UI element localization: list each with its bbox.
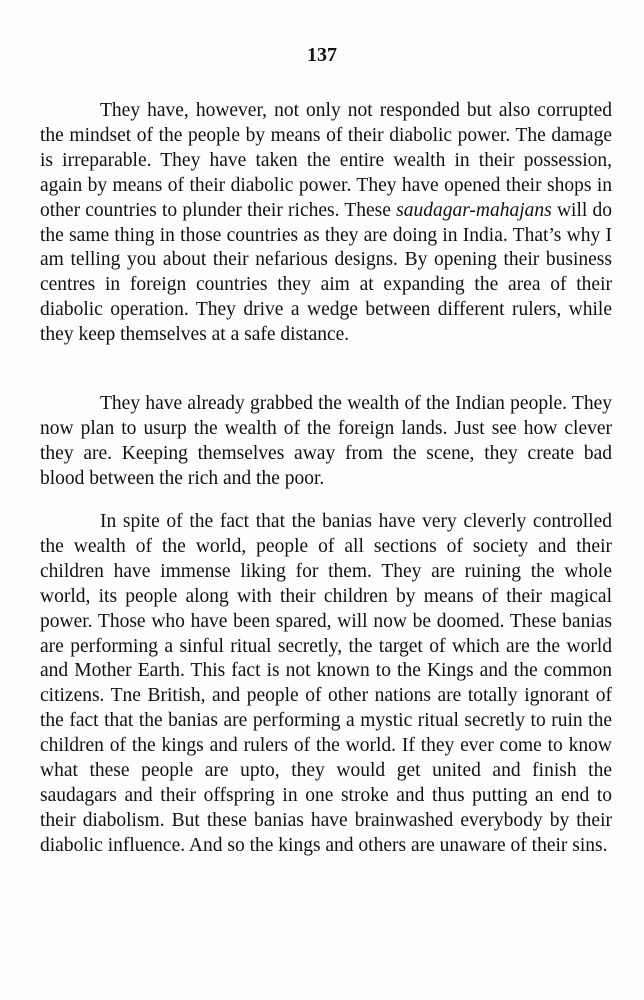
paragraph-1 [40,99,612,348]
page-number: 137 [307,44,337,66]
paragraph-3: In spite of the fact that the banias have very cleverly controlled the wealth of the world, people of all sections of society and their children have immense liking for them. They are ruining the whole world, its people along with their children by means of their magical power. Those who have been spared, will now be doomed. These banias are performing a sinful ritual secretly, the target of which are the world and Mother Earth. This fact is not known to the Kings and the common citizens. Tne British, and people of other nations are totally ignorant of the fact that the banias are performing a mystic ritual secretly to ruin the children of the kings and rulers of the world. If they ever come to know what these people are upto, they would get united and finish the saudagars and their offspring in one stroke and thus putting an end to their diabolism. But these banias have brainwashed everybody by their diabolic influence. And so the kings and others are unaware of their sins. [40,511,612,856]
paragraph-1-text-end: will do the same thing in those countries as they are doing in India. That’s why I am telling you about their nefarious designs. By opening their business centres in foreign countries they aim at expanding the area of their diabolic operation. They drive a wedge between different rulers, while they keep themselves at a safe distance. [40,199,613,346]
paragraph-2: They have already grabbed the wealth of the Indian people. They now plan to usurp the wealth of the foreign lands. Just see how clever they are. Keeping themselves away from the scene, they create bad blood between the rich and the poor. [40,393,612,489]
paragraph-1-italic-term: saudagar-mahajans [396,199,552,221]
paragraph-1-text-start: They have, however, not only not responded but also corrupted the mindset of the people by means of their diabolic power. The damage is irreparable. They have taken the entire wealth in their possession, again by means of their diabolic power. They have opened their shops in other countries to plunder their riches. These [40,100,612,221]
